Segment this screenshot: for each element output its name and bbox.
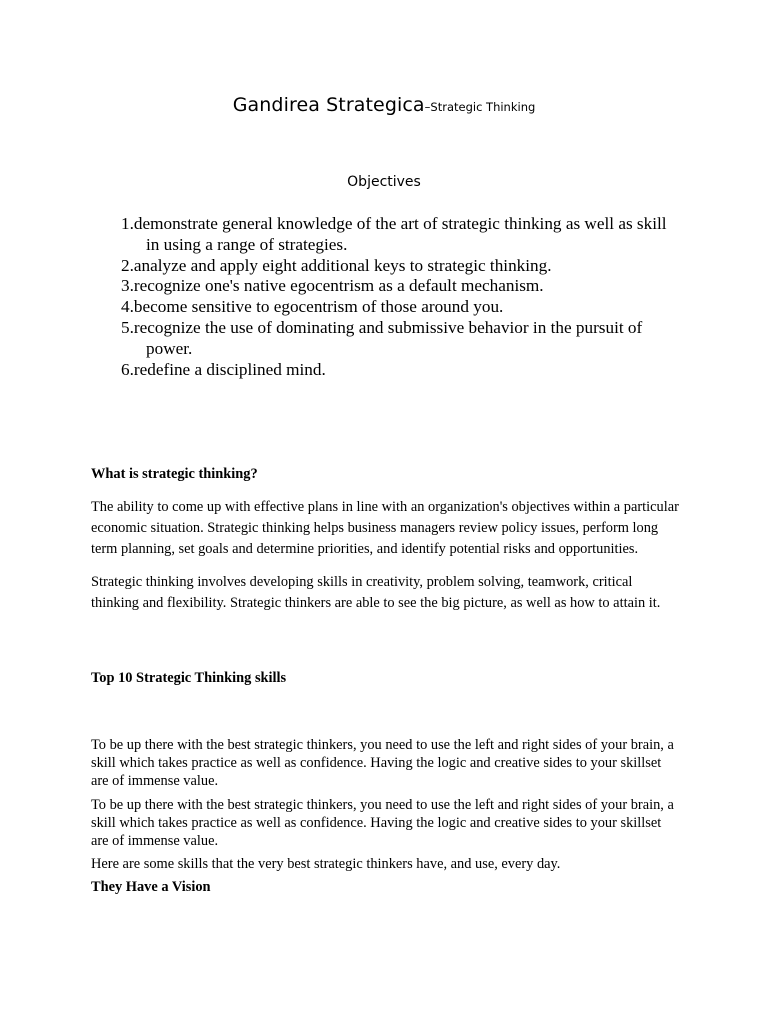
objective-item: 2.analyze and apply eight additional keys to strategic thinking. — [121, 255, 552, 275]
objective-item: 4.become sensitive to egocentrism of those around you. — [121, 297, 504, 317]
objectives-heading: Objectives — [347, 174, 421, 190]
objective-item: 6.redefine a disciplined mind. — [121, 359, 326, 379]
title-main: Gandirea Strategica — [232, 94, 425, 116]
paragraph-best-thinkers-1: To be up there with the best strategic thinkers, you need to use the left and right sides of your brain, a skill which takes practice as well as confidence. Having the logic and creative sides to your skillset are of immense value. — [91, 737, 674, 789]
paragraph-skills-intro: Here are some skills that the very best strategic thinkers have, and use, every day. — [91, 856, 561, 872]
title-subtitle: –Strategic Thinking — [424, 100, 536, 114]
paragraph-skills-involved: Strategic thinking involves developing skills in creativity, problem solving, teamwork, critical thinking and flexibility. Strategic thinkers are able to see the big picture, as well as how to attain it. — [91, 573, 661, 611]
paragraph-definition: The ability to come up with effective plans in line with an organization's objectives within a particular economic situation. Strategic thinking helps business managers review policy issues, perform long term planning, set goals and determine priorities, and identify potential risks and opportunities. — [91, 499, 679, 558]
document-title — [0, 94, 768, 116]
objective-item: 3.recognize one's native egocentrism as a default mechanism. — [121, 276, 544, 296]
objective-item: 5.recognize the use of dominating and submissive behavior in the pursuit of power. — [121, 317, 643, 358]
section-what-is — [91, 465, 681, 614]
section-top-10 — [91, 669, 681, 687]
section-heading-top-10: Top 10 Strategic Thinking skills — [91, 670, 287, 686]
section-heading-what-is: What is strategic thinking? — [91, 466, 258, 482]
section-top-10-body — [91, 736, 681, 896]
paragraph-best-thinkers-2: To be up there with the best strategic thinkers, you need to use the left and right sides of your brain, a skill which takes practice as well as confidence. Having the logic and creative sides to your skillset are of immense value. — [91, 797, 674, 849]
section-heading-vision: They Have a Vision — [91, 879, 211, 895]
objectives-list — [121, 214, 681, 380]
objective-item: 1.demonstrate general knowledge of the art of strategic thinking as well as skill in using a range of strategies. — [121, 214, 667, 254]
